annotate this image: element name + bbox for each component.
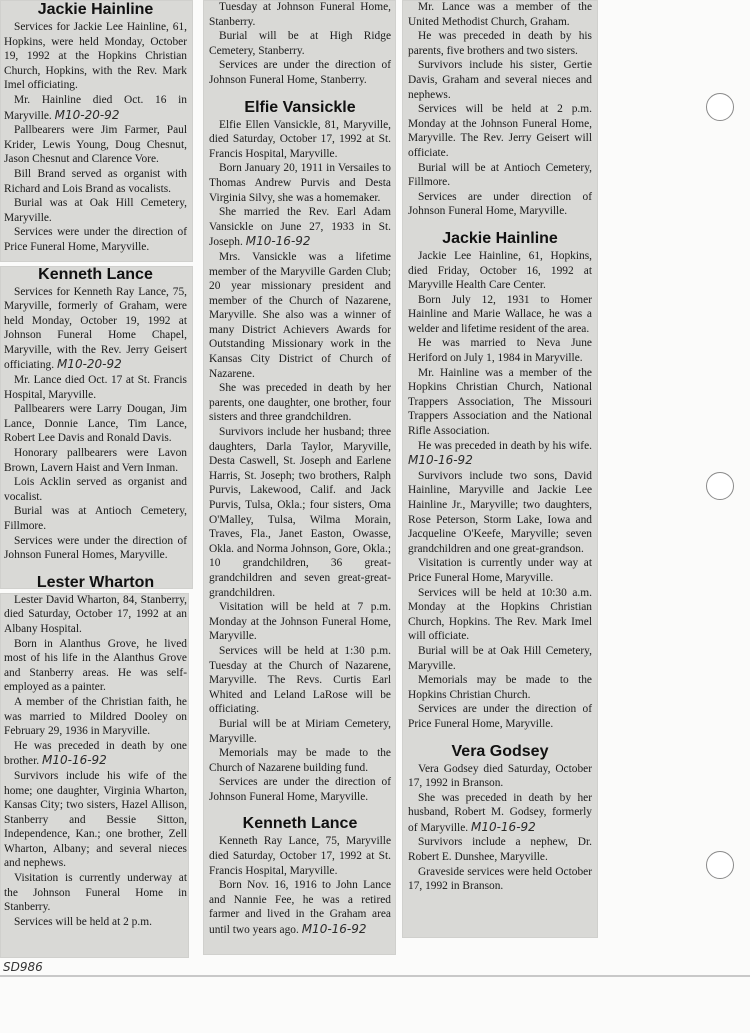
paragraph: Burial was at Oak Hill Cemetery, Maryville. [4,197,187,224]
headline-vera-godsey: Vera Godsey [451,742,549,760]
paragraph: A member of the Christian faith, he was married to Mildred Dooley on February 29, 1936 in Maryville. [4,695,187,738]
paragraph: Survivors include her husband; three daughters, Darla Taylor, Maryville, Desta Caswell, St. Joseph and Earlene Harris, St. Joseph; two brothers, Ralph Purvis, Lakewood, Calif. and Jack Purvis, Tulsa, Okla.; four sisters, Oma O'Malley, Tulsa, Wilma Morain, Traves, Fla., Janet Easton, Owasse, Okla. and Norma Johnson, Gore, Okla.; 10 grandchildren, 36 great-grandchildren and seven great-great-grandchildren. [209,426,391,599]
paragraph: Born January 20, 1911 in Versailes to Thomas Andrew Purvis and Desta Virginia Silvy, she was a homemaker. [209,162,391,204]
paragraph: Services are under the direction of Johnson Funeral Home, Maryville. [209,776,391,803]
binder-hole-icon [706,93,734,121]
obituary-elfie-vansickle [205,98,395,805]
paragraph: Burial will be at Antioch Cemetery, Fillmore. [408,161,592,189]
paragraph: Mr. Lance died Oct. 17 at St. Francis Hospital, Maryville. [4,374,187,401]
paragraph: Pallbearers were Larry Dougan, Jim Lance, Donnie Lance, Tim Lance, Robert Lee Davis and Ronald Davis. [4,403,187,445]
paragraph [209,205,391,250]
paragraph: Born July 12, 1931 to Homer Hainline and Marie Wallace, he was a welder and lifetime resident of the area. [408,293,592,335]
paragraph: Burial will be at Oak Hill Cemetery, Maryville. [408,644,592,672]
headline-jackie-hainline-2: Jackie Hainline [442,229,558,247]
paragraph: Services are under the direction of Price Funeral Home, Maryville. [408,703,592,730]
obituary-kenneth-lance [205,814,395,937]
obituary-vera-godsey [404,742,596,894]
handwritten-date-note: M10-16-92 [245,234,311,249]
obituary-kenneth-lance-continued [404,0,596,219]
paragraph: Survivors include his wife of the home; one daughter, Virginia Wharton, Kansas City; two sisters, Hazel Allison, Stanberry and Bessie Sitton, Independence, Kan.; one brother, Zell Wharton, Albany; and several nieces and nephews. [4,769,187,870]
paragraph: Burial will be at Miriam Cemetery, Maryville. [209,717,391,745]
paragraph: Services will be held at 10:30 a.m. Monday at the Hopkins Christian Church, Hopkins. The Rev. Mark Imel will officiate. [408,586,592,643]
paragraph: She was preceded in death by her parents, one daughter, one brother, four sisters and three grandchildren. [209,382,391,424]
obituary-jackie-hainline-services [0,0,191,255]
obituary-kenneth-lance-services [0,265,191,563]
paragraph: Visitation is currently underway at the Johnson Funeral Home in Stanberry. [4,872,187,914]
paragraph: Services are under direction of Johnson Funeral Home, Maryville. [408,190,592,218]
paragraph [4,93,187,123]
archive-code: SD986 [3,960,43,974]
obituary-lester-wharton [0,573,191,930]
paragraph: Visitation is currently under way at Price Funeral Home, Maryville. [408,557,592,584]
paragraph [408,791,592,836]
paragraph: Services will be held at 2 p.m. [14,915,152,928]
paragraph: Survivors include two sons, David Hainline, Maryville and Jackie Lee Hainline Jr., Maryville; two daughters, Rose Peterson, Storm Lake, Iowa and Jacqueline O'Keefe, Maryville; seven grandchildren and one great-grandson. [408,469,592,555]
paragraph [4,285,187,374]
headline-elfie-vansickle: Elfie Vansickle [244,98,356,116]
paragraph-text: Mr. Hainline died Oct. 16 in Maryville. [4,93,187,122]
paragraph: Lester David Wharton, 84, Stanberry, died Saturday, October 17, 1992 at an Albany Hospital. [4,593,187,635]
paragraph: Mrs. Vansickle was a lifetime member of the Maryville Garden Club; 20 year missionary president and member of the Church of Nazarene, Maryville. She also was a winner of many District Achievers Awards for Outstanding Missionary work in the Kansas City District of Church of Nazarene. [209,250,391,380]
headline-kenneth-lance-2: Kenneth Lance [242,815,358,833]
paragraph: Services will be held at 1:30 p.m. Tuesday at the Church of Nazarene, Maryville. The Revs. Curtis Earl Whited and Leland LaRose will be officiating. [209,644,391,716]
column-three [404,0,596,894]
paragraph: Memorials may be made to the Hopkins Christian Church. [408,674,592,701]
paragraph: Services were under the direction of Johnson Funeral Homes, Maryville. [4,534,187,562]
headline-kenneth-lance: Kenneth Lance [38,265,153,283]
paragraph: Kenneth Ray Lance, 75, Maryville died Saturday, October 17, 1992 at St. Francis Hospital, Maryville. [209,835,391,877]
paragraph-text: She married the Rev. Earl Adam Vansickle on June 27, 1933 in St. Joseph. [209,206,391,249]
paragraph: Services for Jackie Lee Hainline, 61, Hopkins, were held Monday, October 19, 1992 at the Hopkins Christian Church, Hopkins, with the Rev. Mark Imel officiating. [4,21,187,92]
paragraph-text: He was preceded in death by his wife. [418,439,592,452]
paragraph-text: She was preceded in death by her husband, Robert M. Godsey, formerly of Maryville. [408,791,592,834]
paragraph: Burial was at Antioch Cemetery, Fillmore. [4,505,187,532]
paragraph [209,878,391,937]
paragraph [408,439,592,469]
paragraph: Graveside services were held October 17, 1992 in Branson. [408,865,592,893]
paragraph-text: Born Nov. 16, 1916 to John Lance and Nannie Fee, he was a retired farmer and lived in the Graham area until two years ago. [209,879,391,937]
paragraph: Born in Alanthus Grove, he lived most of his life in the Alanthus Grove and Stanberry areas. He was self-employed as a painter. [4,637,187,694]
paragraph: Services were under the direction of Price Funeral Home, Maryville. [4,226,187,253]
obituary-jackie-hainline [404,229,596,732]
paragraph: Survivors include his sister, Gertie Davis, Graham and several nieces and nephews. [408,59,592,101]
handwritten-date-note: M10-16-92 [41,753,107,768]
paragraph: Vera Godsey died Saturday, October 17, 1992 in Branson. [408,762,592,790]
obituary-lester-wharton-continued [205,0,395,88]
binder-hole-icon [706,472,734,500]
paragraph: Lois Acklin served as organist and vocalist. [4,476,187,503]
paragraph: Tuesday at Johnson Funeral Home, Stanberry. [209,1,391,28]
paragraph: Bill Brand served as organist with Richard and Lois Brand as vocalists. [4,167,187,195]
page-edge-divider [0,975,750,977]
paragraph: He was preceded in death by his parents, five brothers and two sisters. [408,30,592,57]
paragraph [4,739,187,769]
paragraph-text: He was preceded in death by one brother. [4,739,187,768]
paragraph: Mr. Hainline was a member of the Hopkins Christian Church, National Trappers Association, The Missouri Trappers Association and the National Rifle Association. [408,366,592,438]
paragraph: Visitation will be held at 7 p.m. Monday at the Johnson Funeral Home, Maryville. [209,601,391,643]
paragraph: Memorials may be made to the Church of Nazarene building fund. [209,747,391,774]
binder-hole-icon [706,851,734,879]
paragraph: Pallbearers were Jim Farmer, Paul Krider, Lewis Young, Doug Chesnut, Jason Chesnut and Clarence Vore. [4,124,187,166]
paragraph-text: Services for Kenneth Ray Lance, 75, Maryville, formerly of Graham, were held Monday, October 19, 1992 at Johnson Funeral Home Chapel, Maryville, with the Rev. Jerry Geisert officiating. [4,285,187,372]
paragraph: Mr. Lance was a member of the United Methodist Church, Graham. [408,1,592,28]
handwritten-date-note: M10-20-92 [56,357,122,372]
paragraph: He was married to Neva June Heriford on July 1, 1984 in Maryville. [408,337,592,365]
paragraph: Jackie Lee Hainline, 61, Hopkins, died Friday, October 16, 1992 at Maryville Health Care Center. [408,249,592,292]
headline-jackie-hainline: Jackie Hainline [37,1,154,18]
headline-lester-wharton: Lester Wharton [36,573,155,591]
paragraph: Burial will be at High Ridge Cemetery, Stanberry. [209,30,391,57]
paragraph: Honorary pallbearers were Lavon Brown, Lavern Haist and Vern Inman. [4,447,187,474]
paragraph: Services will be held at 2 p.m. Monday at the Johnson Funeral Home, Maryville. The Rev. Jerry Geisert will officiate. [408,103,592,159]
handwritten-date-note: M10-16-92 [301,922,367,937]
handwritten-date-note: M10-20-92 [54,107,120,122]
paragraph: Elfie Ellen Vansickle, 81, Maryville, died Saturday, October 17, 1992 at St. Francis Hospital, Maryville. [209,118,391,160]
paragraph: Survivors include a nephew, Dr. Robert E. Dunshee, Maryville. [408,836,592,864]
paragraph: Services are under the direction of Johnson Funeral Home, Stanberry. [209,59,391,86]
column-one [0,0,191,929]
handwritten-date-note: M10-16-92 [408,453,473,468]
handwritten-date-note: M10-16-92 [470,819,536,834]
column-two [205,0,395,938]
